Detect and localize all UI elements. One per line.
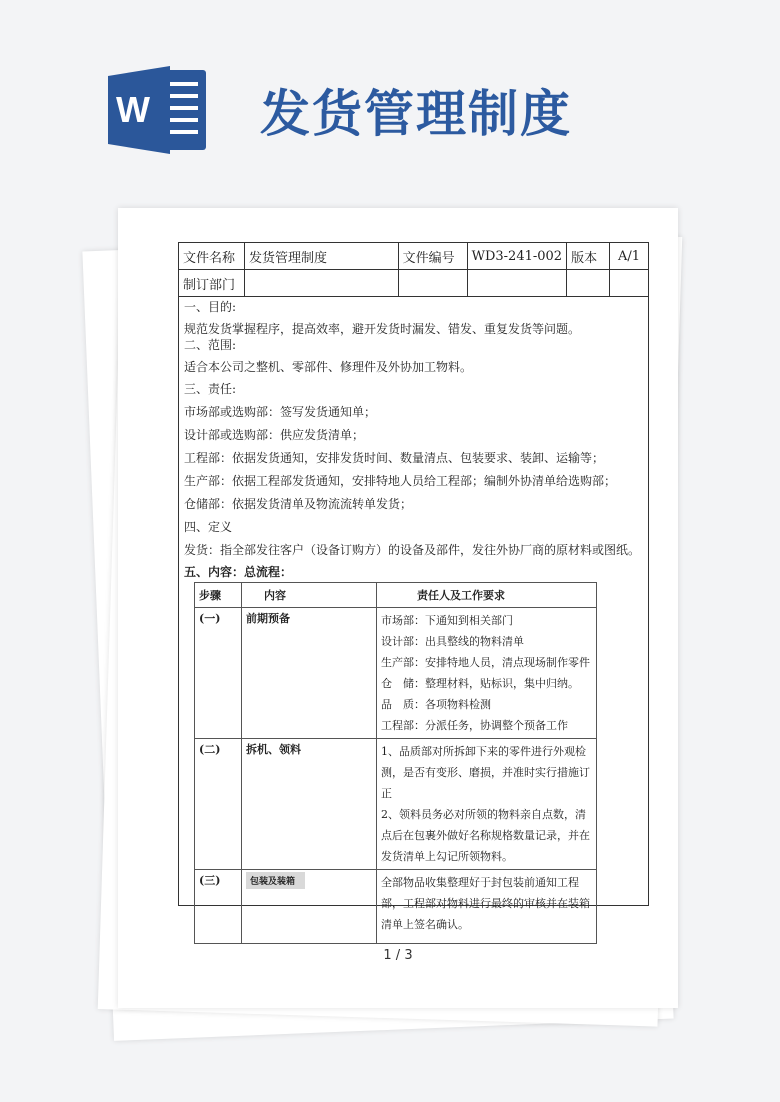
file-no-value: WD3-241-002	[467, 243, 566, 270]
responsibility-line: 品 质：各项物料检测	[381, 698, 491, 711]
section-title: 三、责任:	[184, 382, 237, 396]
empty-cell	[610, 270, 649, 297]
dept-value	[244, 270, 398, 297]
column-header-content: 内容	[242, 583, 377, 608]
section-text: 生产部：依据工程部发货通知，安排特地人员给工程部；编制外协清单给选购部；	[184, 474, 617, 488]
responsibility-line: 工程部：分派任务，协调整个预备工作	[381, 719, 568, 732]
responsibility-line: 设计部：出具整线的物料清单	[381, 635, 524, 648]
document-page	[118, 208, 678, 1008]
step-name-cell	[242, 870, 377, 944]
section-title: 二、范围:	[184, 338, 237, 352]
step-responsibilities	[377, 870, 597, 944]
step-name: 前期预备	[242, 608, 377, 739]
section-title: 五、内容：总流程：	[184, 565, 293, 579]
responsibility-line: 市场部：下通知到相关部门	[381, 614, 513, 627]
section-text: 发货：指全部发往客户（设备订购方）的设备及部件，发往外协厂商的原材料或图纸。	[184, 543, 641, 557]
section-title: 一、目的:	[184, 300, 237, 314]
dept-label: 制订部门	[179, 270, 245, 297]
responsibility-line: 全部物品收集整理好于封包装前通知工程部，工程部对物料进行最终的审核并在装箱清单上签名确认。	[381, 876, 590, 931]
step-responsibilities	[377, 608, 597, 739]
column-header-step: 步骤	[195, 583, 242, 608]
file-name-label: 文件名称	[179, 243, 245, 270]
table-row	[195, 739, 597, 870]
section-text: 规范发货掌握程序，提高效率，避开发货时漏发、错发、重复发货等问题。	[184, 322, 581, 336]
process-table	[194, 582, 597, 944]
page-indicator: 1 / 3	[383, 948, 413, 963]
table-row	[195, 870, 597, 944]
responsibility-line: 仓 储：整理材料，贴标识，集中归纳。	[381, 677, 579, 690]
svg-text:W: W	[116, 89, 150, 130]
table-row	[195, 608, 597, 739]
column-header-responsibility: 责任人及工作要求	[377, 583, 597, 608]
step-number: (三)	[195, 870, 242, 944]
step-number: (一)	[195, 608, 242, 739]
word-document-icon	[108, 66, 208, 154]
responsibility-line: 2、领料员务必对所领的物料亲自点数，清点后在包裹外做好名称规格数量记录，并在发货清单上勾记所领物料。	[381, 808, 590, 863]
empty-cell	[567, 270, 610, 297]
section-text: 设计部或选购部：供应发货清单；	[184, 428, 365, 442]
file-no-label: 文件编号	[398, 243, 467, 270]
responsibility-line: 1、品质部对所拆卸下来的零件进行外观检测，是否有变形、磨损，并准时实行措施订正	[381, 745, 590, 800]
step-number: (二)	[195, 739, 242, 870]
step-responsibilities	[377, 739, 597, 870]
empty-cell	[467, 270, 566, 297]
banner	[0, 0, 780, 190]
file-name-value: 发货管理制度	[244, 243, 398, 270]
document-info-table	[178, 242, 649, 297]
section-text: 仓储部：依据发货清单及物流流转单发货；	[184, 497, 413, 511]
document-body	[178, 296, 649, 931]
section-title: 四、定义	[184, 520, 233, 534]
empty-cell	[398, 270, 467, 297]
page-title: 发货管理制度	[260, 85, 572, 143]
step-name: 拆机、领料	[242, 739, 377, 870]
section-text: 市场部或选购部：签写发货通知单；	[184, 405, 377, 419]
section-text: 适合本公司之整机、零部件、修理件及外协加工物料。	[184, 360, 473, 374]
version-value: A/1	[610, 243, 649, 270]
section-text: 工程部：依据发货通知，安排发货时间、数量清点、包装要求、装卸、运输等；	[184, 451, 605, 465]
version-label: 版本	[567, 243, 610, 270]
responsibility-line: 生产部：安排特地人员，清点现场制作零件	[381, 656, 590, 669]
step-name: 包装及装箱	[246, 872, 305, 889]
